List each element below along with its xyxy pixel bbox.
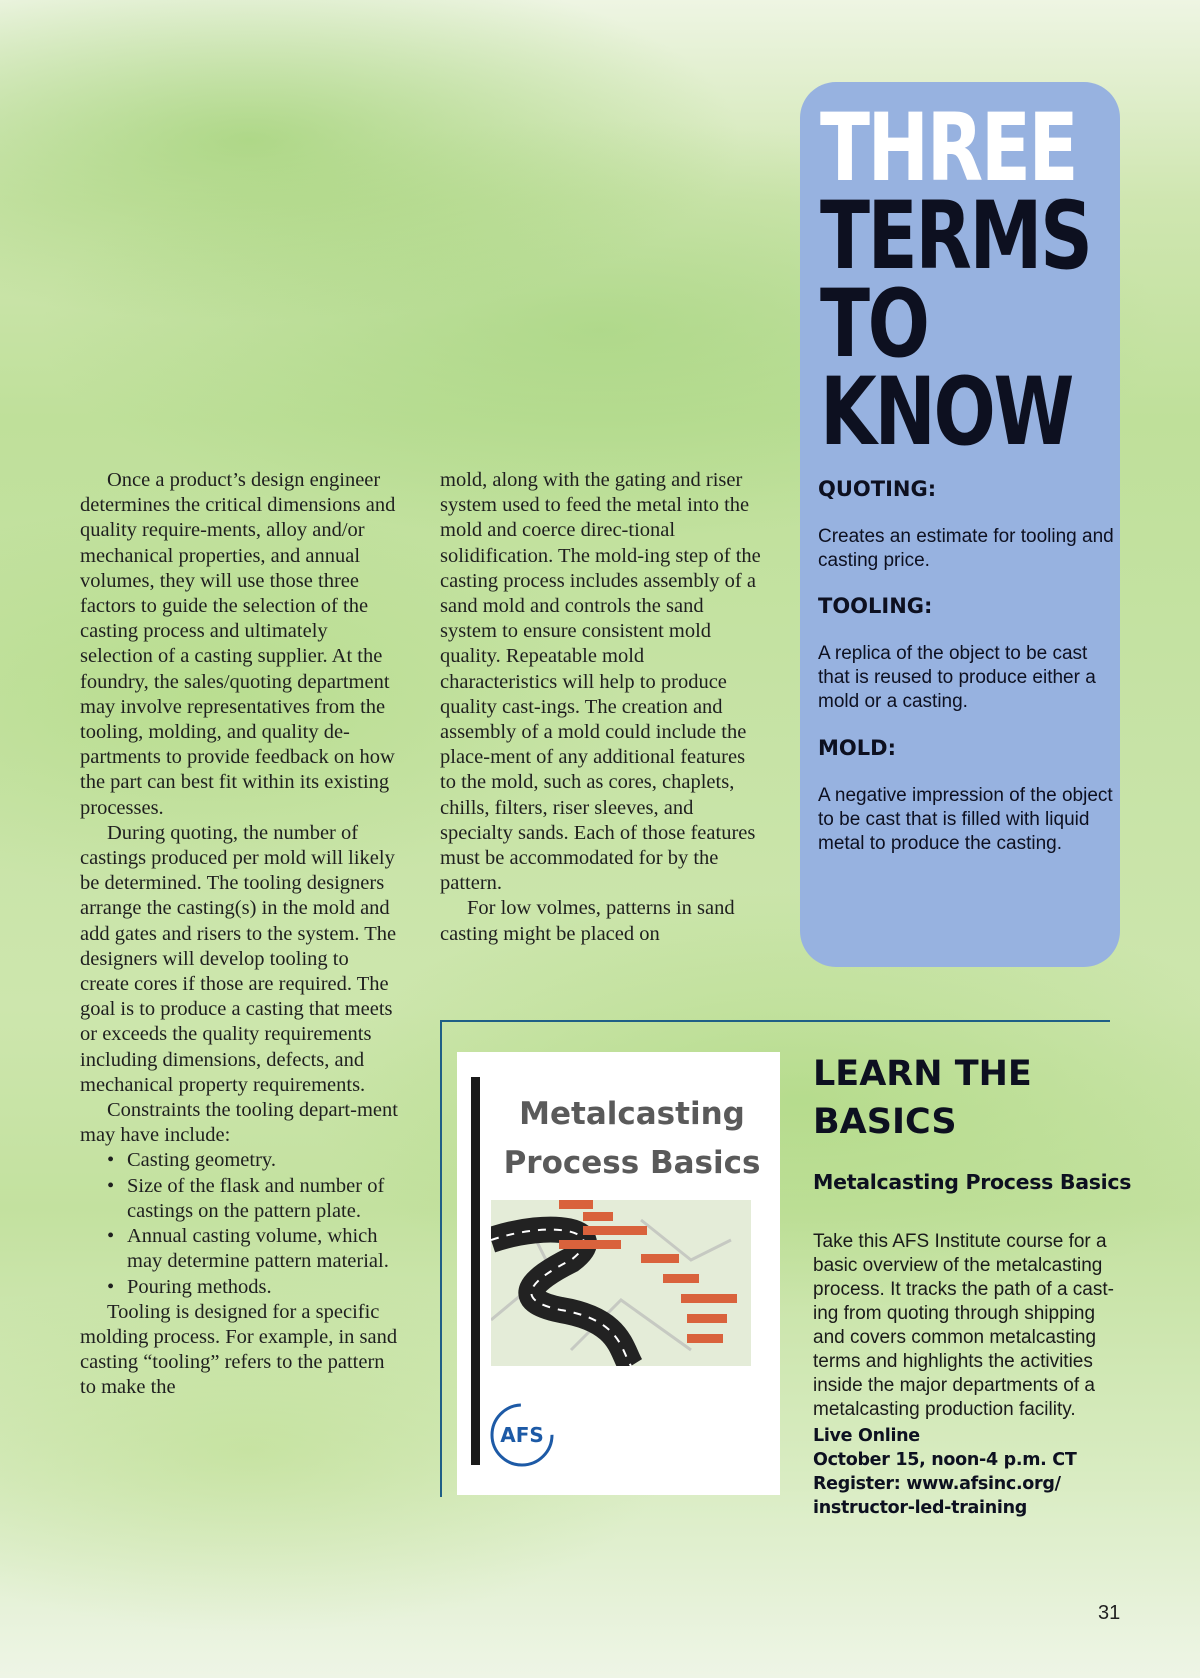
register-link-line2[interactable]: instructor-led-training [813,1498,1027,1518]
afs-logo [487,1400,557,1470]
term-mold-definition: A negative impression of the object to be cast that is filled with liquid metal to produce the casting. [818,785,1113,854]
terms-title-word1: THREE [820,94,1077,203]
paragraph: mold, along with the gating and riser system used to feed the metal into the mold and coerce direc-tional solidification. The mold-ing step of the casting process includes assembly of a sand mold and controls the sand system to ensure consistent mold quality. Repeatable mold characteristics will help to produce quality cast-ings. The creation and assembly of a mold could include the place-ment of any additional features to the mold, such as cores, chaplets, chills, filters, riser sleeves, and specialty sands. Each of those features must be accommodated for by the pattern. [440,469,761,895]
term-quoting-definition: Creates an estimate for tooling and casting price. [818,526,1114,571]
learn-title: LEARN THE BASICS [813,1054,1032,1142]
paragraph: Once a product’s design engineer determines the critical dimensions and quality require-ments, alloy and/or mechanical properties, and annual volumes, they will use those three factors to guide the selection of the casting process and ultimately selection of a casting supplier. At the foundry, the sales/quoting department may involve representatives from the tooling, molding, and quality de-partments to provide feedback on how the part can best fit within its existing processes. [80,469,396,819]
course-description: Take this AFS Institute course for a basic overview of the metalcasting process. It tracks the path of a cast-ing from quoting through shipping and covers common metalcasting terms and highlights the activities inside the major departments of a metalcasting production facility. [813,1231,1114,1420]
page-number: 31 [1098,1602,1121,1624]
term-tooling-heading: TOOLING: [818,594,933,618]
term-mold-heading: MOLD: [818,736,896,760]
list-item: • Pouring methods. [107,1275,400,1300]
article-column-2 [440,468,765,947]
register-link-line1[interactable]: Register: www.afsinc.org/ [813,1474,1061,1494]
course-date: October 15, noon-4 p.m. CT [813,1450,1077,1470]
article-column-1 [80,468,400,1401]
book-spine [471,1077,480,1465]
road-illustration [491,1200,751,1366]
term-tooling-definition: A replica of the object to be cast that is reused to produce either a mold or a casting. [818,643,1096,712]
terms-title-rest: TERMS TO KNOW [820,182,1091,467]
paragraph: Constraints the tooling depart-ment may have include: [80,1099,398,1147]
paragraph: During quoting, the number of castings produced per mold will likely be determined. The tooling designers arrange the casting(s) in the mold and add gates and risers to the system. The designers will develop tooling to create cores if those are required. The goal is to produce a casting that meets or exceeds the quality requirements including dimensions, defects, and mechanical property requirements. [80,821,397,1096]
list-item: • Casting geometry. [107,1148,400,1173]
course-title: Metalcasting Process Basics [813,1170,1132,1194]
terms-title [820,94,1091,467]
course-format: Live Online [813,1426,920,1446]
book-title: Metalcasting Process Basics [503,1096,761,1181]
paragraph: Tooling is designed for a specific molding process. For example, in sand casting “tooling” refers to the pattern to make the [80,1300,398,1399]
list-item: • Size of the flask and number of castings on the pattern plate. [107,1174,400,1224]
term-quoting-heading: QUOTING: [818,477,937,501]
book-cover [457,1052,780,1495]
list-item: • Annual casting volume, which may determine pattern material. [107,1224,400,1274]
paragraph: For low volmes, patterns in sand casting might be placed on [440,897,735,945]
constraints-list [80,1148,400,1299]
afs-logo-text: AFS [500,1423,544,1447]
